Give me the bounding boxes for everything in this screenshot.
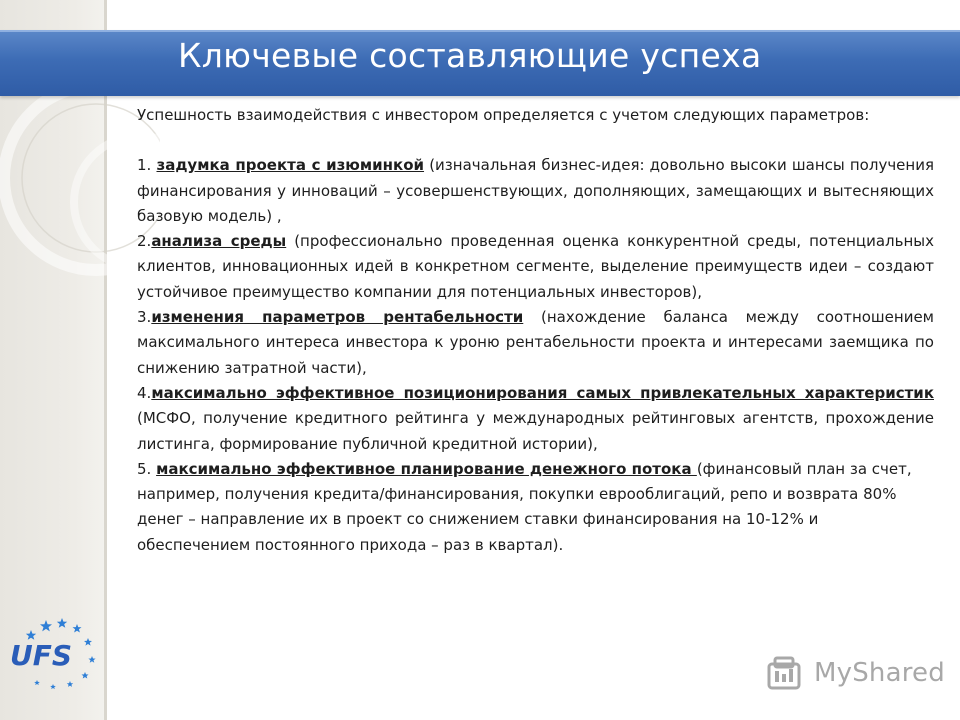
item-description: (профессионально проведенная оценка конкурентной среды, потенциальных клиентов, инновационных идей в конкретном сегменте, выделение преимуществ идеи – создают устойчивое преимущество компании для потенциальных инвесторов), xyxy=(137,232,934,301)
list-item-4 xyxy=(137,381,934,457)
item-key-phrase: анализа среды xyxy=(151,232,287,251)
item-key-phrase: максимально эффективное позиционирования самых привлекательных характеристик xyxy=(151,383,934,402)
item-key-phrase: максимально эффективное планирование денежного потока xyxy=(156,459,697,478)
intro-paragraph: Успешность взаимодействия с инвестором определяется с учетом следующих параметров: xyxy=(137,106,870,124)
item-description: (финансовый план за счет, например, получения кредита/финансирования, покупки еврооблигаций, репо и возврата 80% денег – направление их в проект со снижением ставки финансирования на 10-12% и обеспечением постоянного прихода – раз в квартал). xyxy=(137,459,912,554)
item-number: 5. xyxy=(137,459,157,478)
myshared-logo-icon xyxy=(766,654,806,694)
item-number: 1. xyxy=(137,156,157,175)
logo-text: UFS xyxy=(10,639,73,672)
slide-body xyxy=(137,103,934,558)
list-item-5 xyxy=(137,457,934,558)
list-item-3 xyxy=(137,305,934,381)
list-item-1 xyxy=(137,153,934,229)
list-item-2 xyxy=(137,229,934,305)
slide-title: Ключевые составляющие успеха xyxy=(178,36,762,75)
myshared-watermark xyxy=(766,654,945,694)
item-description: (изначальная бизнес-идея: довольно высоки шансы получения финансирования у инноваций – усовершенствующих, дополняющих, замещающих и вытесняющих базовую модель) , xyxy=(137,156,934,225)
item-description: (МСФО, получение кредитного рейтинга у международных рейтинговых агентств, прохождение листинга, формирование публичной кредитной истории), xyxy=(137,409,934,453)
item-number: 2. xyxy=(137,232,152,251)
ufs-stars-logo xyxy=(6,610,106,694)
item-number: 4. xyxy=(137,383,152,402)
item-number: 3. xyxy=(137,308,152,327)
item-key-phrase: изменения параметров рентабельности xyxy=(151,308,524,327)
watermark-text: MyShared xyxy=(814,658,945,688)
item-key-phrase: задумка проекта с изюминкой xyxy=(156,156,425,175)
item-description: (нахождение баланса между соотношением максимального интереса инвестора к уроню рентабельности проекта и интересами заемщика по снижению затратной части), xyxy=(137,308,934,377)
